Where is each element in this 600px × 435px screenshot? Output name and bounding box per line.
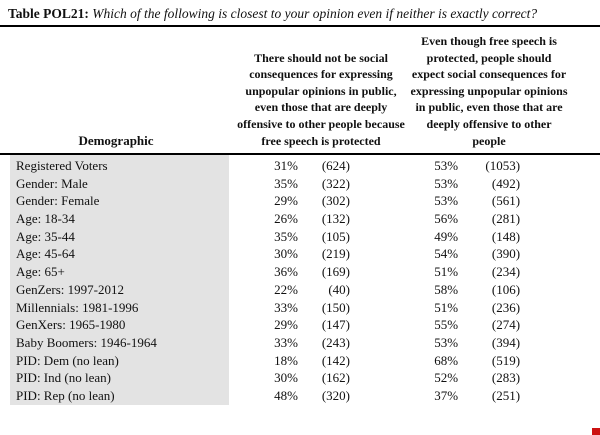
col2-percent-cell: 37% — [434, 387, 459, 403]
demographic-cell: GenZers: 1997-2012 — [0, 281, 232, 299]
column-gap — [350, 369, 410, 387]
column-gap — [350, 210, 410, 228]
col2-count-cell: (106) — [491, 281, 521, 297]
col1-count-cell: (150) — [321, 299, 350, 315]
row-tail — [520, 228, 600, 246]
demographic-column-header: Demographic — [78, 132, 154, 148]
column-gap — [350, 193, 410, 211]
col1-percent-cell: 30% — [274, 370, 298, 386]
col1-percent-cell: 26% — [274, 211, 298, 227]
table-row — [0, 175, 600, 193]
col1-count-cell: (162) — [321, 370, 350, 386]
col1-percent-cell: 29% — [274, 317, 298, 333]
table-row — [0, 193, 600, 211]
col1-percent-cell: 18% — [274, 352, 298, 368]
col1-count-cell: (142) — [321, 352, 350, 368]
col1-count-cell: (322) — [321, 175, 350, 191]
col2-count-cell: (394) — [491, 334, 521, 350]
demographic-cell: PID: Dem (no lean) — [0, 352, 232, 370]
col1-percent-cell: 22% — [274, 281, 298, 297]
col1-percent-cell: 29% — [274, 193, 298, 209]
demographic-cell: PID: Rep (no lean) — [0, 387, 232, 405]
table-row — [0, 387, 600, 405]
page-title — [0, 0, 600, 27]
row-tail — [520, 316, 600, 334]
column-gap — [350, 228, 410, 246]
col1-percent-cell: 48% — [274, 387, 298, 403]
row-tail — [520, 281, 600, 299]
table-body — [0, 154, 600, 405]
col2-percent-cell: 49% — [434, 228, 459, 244]
col1-count-cell: (105) — [321, 228, 350, 244]
col2-count-cell: (519) — [491, 352, 521, 368]
demographic-cell: Gender: Male — [0, 175, 232, 193]
col2-count-cell: (390) — [491, 246, 521, 262]
col1-count-cell: (169) — [321, 264, 350, 280]
row-tail — [520, 246, 600, 264]
table-row — [0, 228, 600, 246]
col2-count-cell: (234) — [491, 264, 521, 280]
col1-count-cell: (219) — [321, 246, 350, 262]
table-row — [0, 154, 600, 175]
col2-percent-cell: 58% — [434, 281, 459, 297]
col2-count-cell: (283) — [491, 370, 521, 386]
col2-count-cell: (1053) — [485, 158, 521, 173]
table-row — [0, 246, 600, 264]
col1-count-cell: (243) — [321, 334, 350, 350]
row-tail — [520, 334, 600, 352]
col2-percent-cell: 68% — [434, 352, 459, 368]
col1-count-cell: (40) — [328, 281, 350, 297]
col1-percent-cell: 35% — [274, 228, 298, 244]
table-row — [0, 352, 600, 370]
column-gap — [350, 175, 410, 193]
col2-percent-cell: 53% — [434, 193, 459, 209]
demographic-cell: Gender: Female — [0, 193, 232, 211]
column-gap — [350, 352, 410, 370]
col2-percent-cell: 53% — [434, 175, 459, 191]
table-row — [0, 263, 600, 281]
table-row — [0, 369, 600, 387]
col1-count-cell: (624) — [321, 158, 350, 173]
demographic-cell: GenXers: 1965-1980 — [0, 316, 232, 334]
expect-consequences-column-header — [410, 27, 600, 154]
red-corner-marker — [592, 428, 600, 435]
col1-percent-cell: 30% — [274, 246, 298, 262]
column-gap — [350, 154, 410, 175]
col2-percent-cell: 53% — [434, 334, 459, 350]
demographic-cell: PID: Ind (no lean) — [0, 369, 232, 387]
column-gap — [350, 299, 410, 317]
demographic-cell: Age: 65+ — [0, 263, 232, 281]
table-row — [0, 316, 600, 334]
col1-count-cell: (320) — [321, 387, 350, 403]
col2-percent-cell: 55% — [434, 317, 459, 333]
col1-percent-cell: 35% — [274, 175, 298, 191]
col1-count-cell: (147) — [321, 317, 350, 333]
col2-count-cell: (281) — [491, 211, 521, 227]
expect-consequences-header-text: Even though free speech is protected, people should expect social consequences for expressing unpopular opinions in public, even those that are deeply offensive to other people — [410, 34, 568, 148]
col2-percent-cell: 52% — [434, 370, 459, 386]
column-gap — [350, 334, 410, 352]
row-tail — [520, 263, 600, 281]
row-tail — [520, 352, 600, 370]
demographic-cell: Baby Boomers: 1946-1964 — [0, 334, 232, 352]
column-gap — [350, 246, 410, 264]
table-row — [0, 281, 600, 299]
col1-percent-cell: 31% — [274, 158, 298, 173]
column-gap — [350, 316, 410, 334]
col2-percent-cell: 53% — [434, 158, 459, 173]
col2-percent-cell: 51% — [434, 299, 459, 315]
col1-count-cell: (302) — [321, 193, 350, 209]
row-tail — [520, 299, 600, 317]
col1-percent-cell: 33% — [274, 299, 298, 315]
table-header — [0, 27, 600, 154]
col2-percent-cell: 54% — [434, 246, 459, 262]
row-tail — [520, 210, 600, 228]
col1-count-cell: (132) — [321, 211, 350, 227]
column-gap — [350, 281, 410, 299]
row-tail — [520, 387, 600, 405]
col1-percent-cell: 36% — [274, 264, 298, 280]
col2-percent-cell: 56% — [434, 211, 459, 227]
row-tail — [520, 193, 600, 211]
demographic-cell: Age: 35-44 — [0, 228, 232, 246]
table-id-label: Table POL21: — [8, 6, 89, 21]
row-tail — [520, 369, 600, 387]
col2-count-cell: (251) — [491, 387, 521, 403]
poll-table — [0, 27, 600, 405]
column-gap — [350, 387, 410, 405]
table-question: Which of the following is closest to your opinion even if neither is exactly correct? — [92, 6, 538, 21]
column-gap — [350, 263, 410, 281]
table-row — [0, 210, 600, 228]
col2-count-cell: (492) — [491, 175, 521, 191]
table-row — [0, 334, 600, 352]
demographic-cell: Age: 18-34 — [0, 210, 232, 228]
col2-count-cell: (561) — [491, 193, 521, 209]
col2-count-cell: (236) — [491, 299, 521, 315]
col2-count-cell: (274) — [491, 317, 521, 333]
demographic-cell: Age: 45-64 — [0, 246, 232, 264]
no-consequences-header-text: There should not be social consequences for expressing unpopular opinions in public, even those that are deeply offensive to other people because free speech is protected — [237, 50, 405, 148]
col2-count-cell: (148) — [491, 228, 521, 244]
no-consequences-column-header — [232, 27, 410, 154]
demographic-cell: Registered Voters — [0, 154, 232, 175]
table-row — [0, 299, 600, 317]
demographic-cell: Millennials: 1981-1996 — [0, 299, 232, 317]
row-tail — [520, 154, 600, 175]
col2-percent-cell: 51% — [434, 264, 459, 280]
row-tail — [520, 175, 600, 193]
col1-percent-cell: 33% — [274, 334, 298, 350]
